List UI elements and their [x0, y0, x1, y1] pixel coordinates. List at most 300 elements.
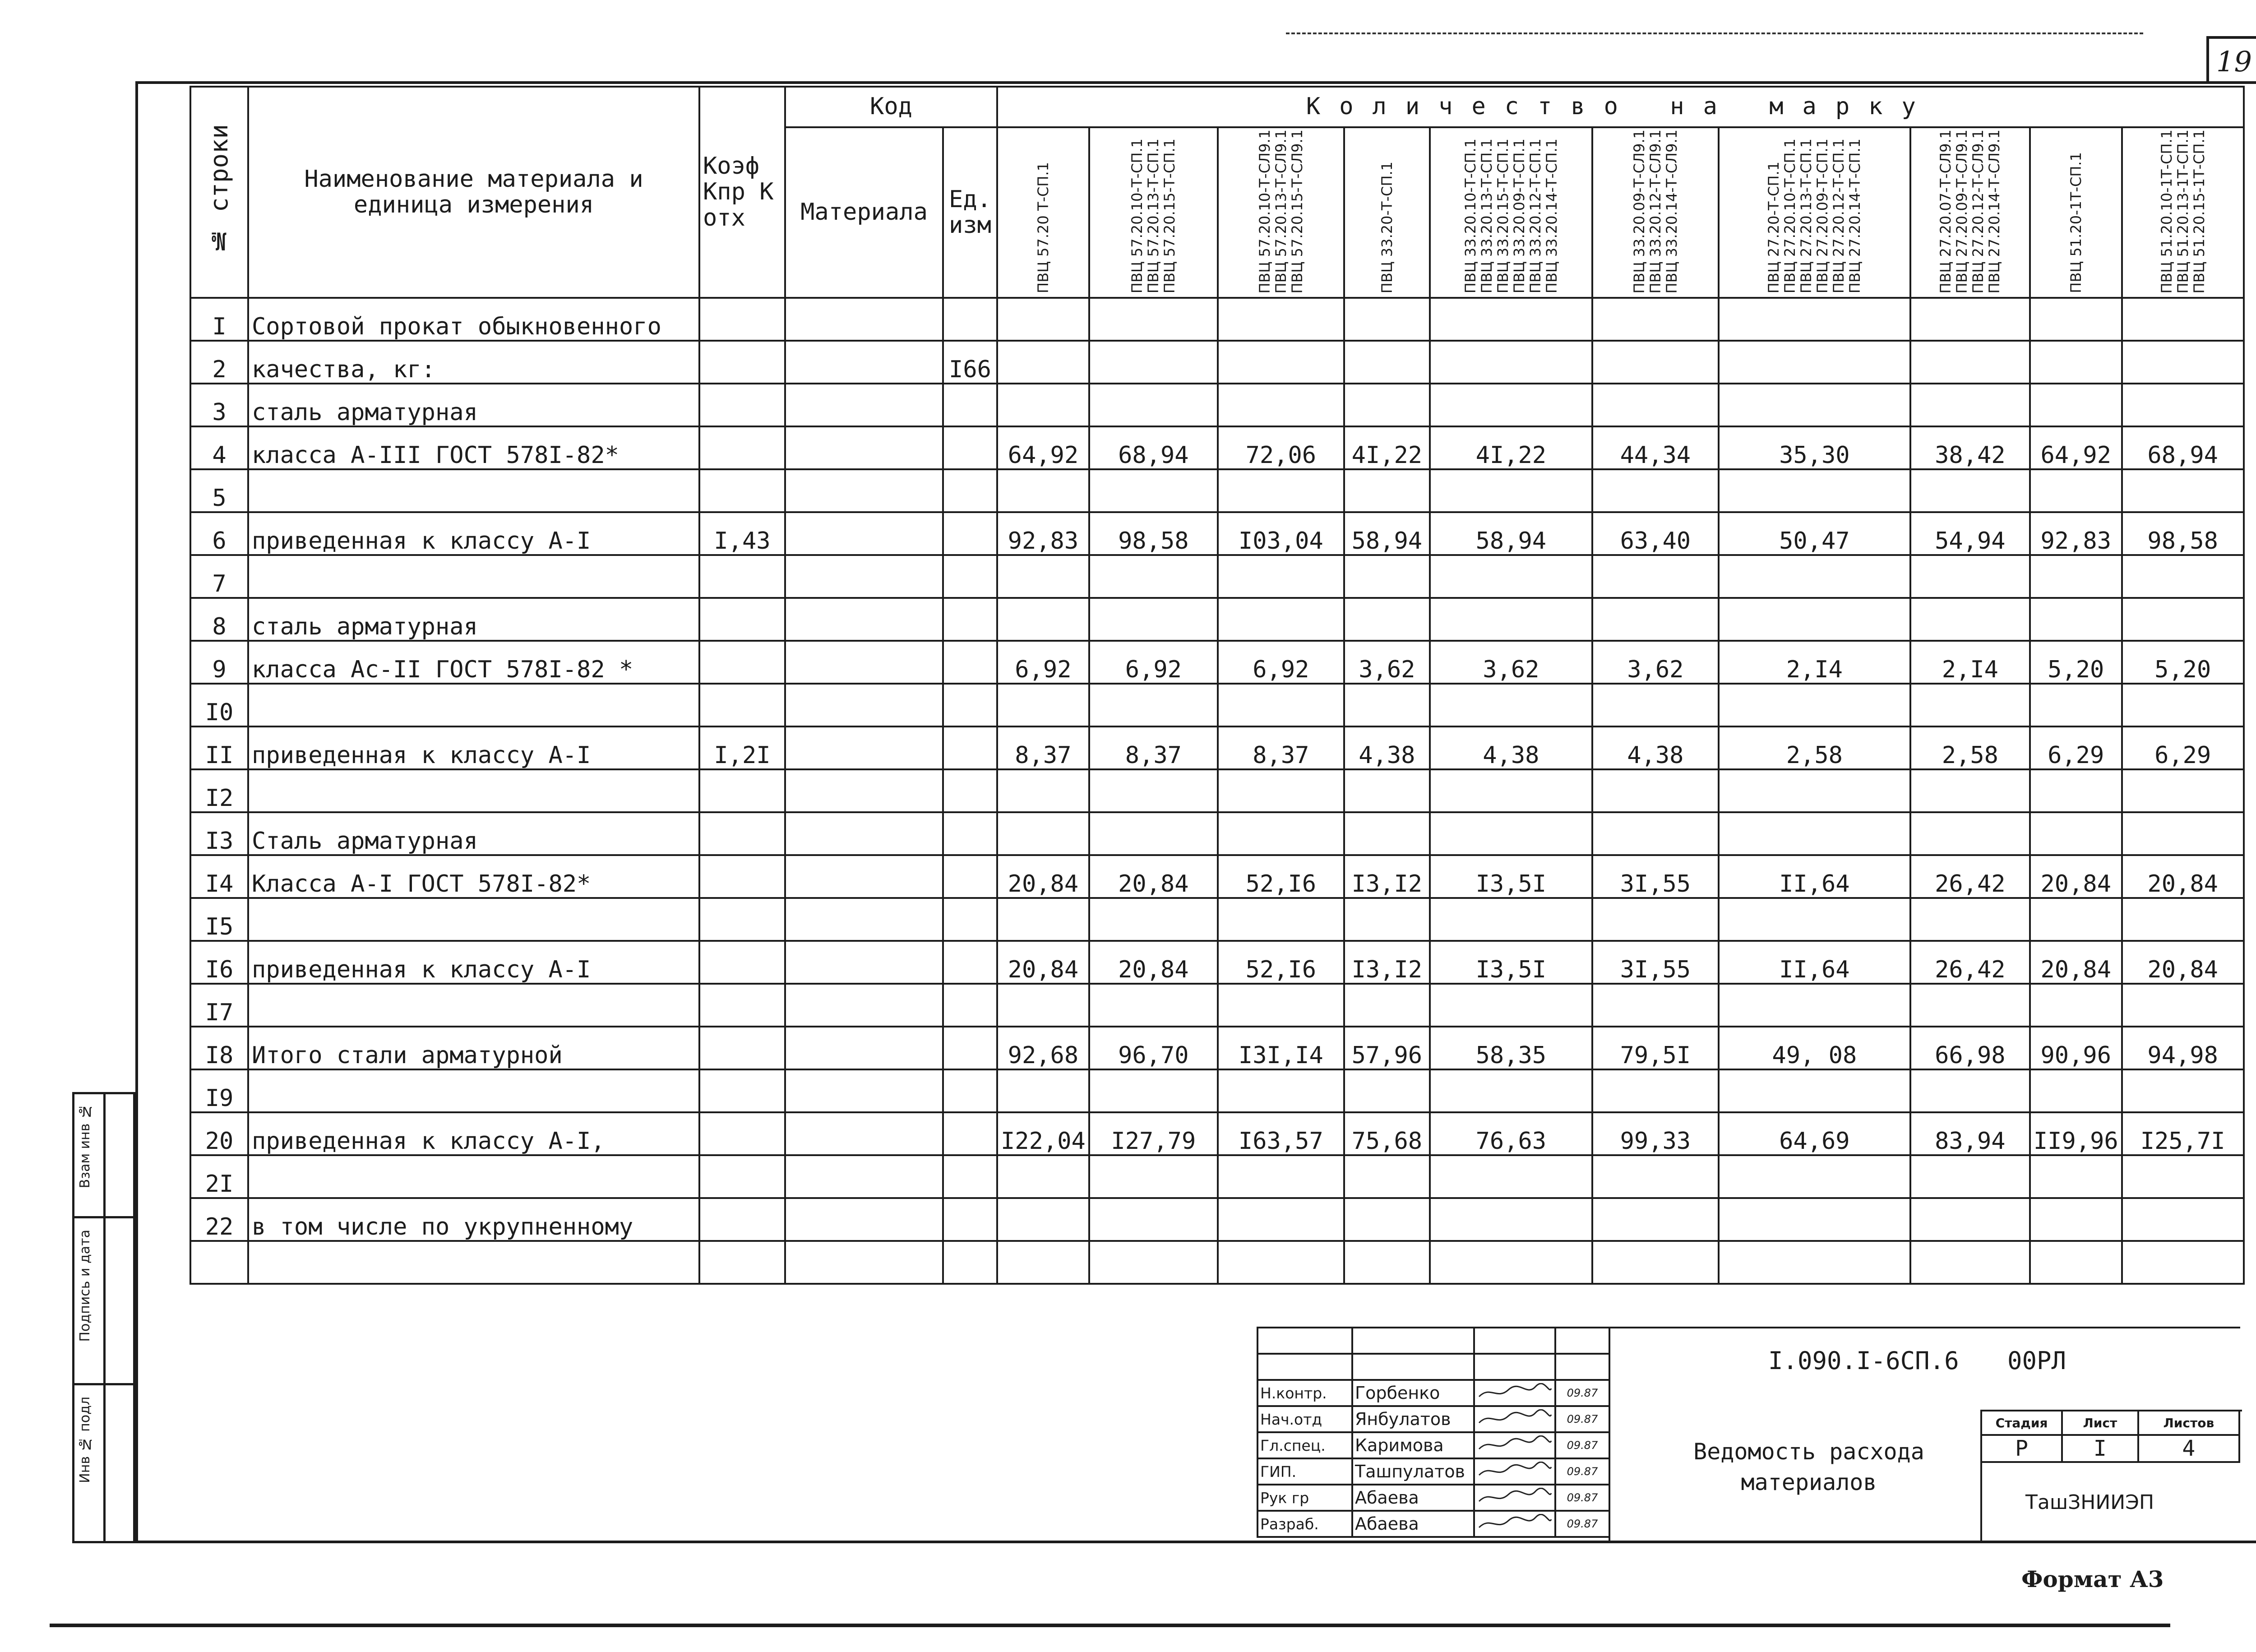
coefficient [699, 1155, 785, 1198]
signature-row [1257, 1380, 1609, 1406]
quantity-value: 2,58 [1910, 727, 2030, 769]
quantity-value [1592, 1198, 1719, 1241]
material-code [785, 426, 943, 469]
quantity-value [1089, 769, 1218, 812]
quantity-value [1910, 1198, 2030, 1241]
mark-header-7 [1910, 127, 2030, 298]
table-row [190, 1241, 2244, 1284]
material-code [785, 941, 943, 984]
quantity-value: 66,98 [1910, 1027, 2030, 1069]
quantity-value [1592, 555, 1719, 598]
quantity-value: II,64 [1719, 855, 1910, 898]
sheets-label: Листов [2138, 1411, 2239, 1435]
row-number: 3 [190, 384, 248, 426]
unit-code [943, 298, 997, 341]
unit-code [943, 598, 997, 641]
quantity-value: 58,94 [1430, 512, 1592, 555]
quantity-value [997, 1241, 1089, 1284]
material-code [785, 1241, 943, 1284]
quantity-value [1089, 684, 1218, 727]
quantity-value [1719, 469, 1910, 512]
quantity-value [1910, 1069, 2030, 1112]
quantity-value [2030, 1069, 2122, 1112]
mark-header-6 [1719, 127, 1910, 298]
quantity-value [1218, 684, 1344, 727]
mark-label: ПВЦ 27.20.12-Т-СЛ9.1 [1969, 129, 1987, 293]
table-row [190, 598, 2244, 641]
quantity-value [1344, 1155, 1430, 1198]
quantity-value: 3,62 [1344, 641, 1430, 684]
quantity-value: I3,5I [1430, 941, 1592, 984]
quantity-value [1430, 555, 1592, 598]
quantity-value [1719, 1241, 1910, 1284]
quantity-value: 64,69 [1719, 1112, 1910, 1155]
quantity-value [1910, 469, 2030, 512]
unit-code [943, 555, 997, 598]
mark-label: ПВЦ 33.20.09-Т-СП.1 [1510, 138, 1528, 293]
row-number: 4 [190, 426, 248, 469]
quantity-value [2122, 1198, 2244, 1241]
material-name [248, 898, 699, 941]
quantity-value [1430, 1069, 1592, 1112]
unit-code: I66 [943, 341, 997, 384]
unit-code [943, 984, 997, 1027]
quantity-value [1344, 769, 1430, 812]
row-number: I0 [190, 684, 248, 727]
quantity-value [1344, 555, 1430, 598]
quantity-value [2030, 384, 2122, 426]
quantity-value: 5,20 [2030, 641, 2122, 684]
quantity-value [1592, 1069, 1719, 1112]
material-name: Сталь арматурная [248, 812, 699, 855]
signature-date: 09.87 [1555, 1511, 1609, 1537]
mark-header-8 [2030, 127, 2122, 298]
quantity-value: 4,38 [1344, 727, 1430, 769]
row-number: 6 [190, 512, 248, 555]
quantity-value [1719, 1155, 1910, 1198]
quantity-value [1089, 341, 1218, 384]
unit-code [943, 1198, 997, 1241]
quantity-value: 68,94 [1089, 426, 1218, 469]
quantity-value: 76,63 [1430, 1112, 1592, 1155]
table-row [190, 298, 2244, 341]
quantity-value [1910, 1241, 2030, 1284]
material-code [785, 855, 943, 898]
material-code [785, 384, 943, 426]
quantity-value [1430, 984, 1592, 1027]
quantity-value [997, 1198, 1089, 1241]
quantity-value [1344, 984, 1430, 1027]
header-code: Код [785, 87, 997, 127]
quantity-value [1719, 341, 1910, 384]
quantity-value [1430, 1155, 1592, 1198]
mark-label: ПВЦ 51.20.10-1Т-СП.1 [2158, 129, 2175, 293]
material-code [785, 684, 943, 727]
mark-label: ПВЦ 27.20.13-Т-СП.1 [1798, 138, 1815, 293]
quantity-value [1218, 298, 1344, 341]
quantity-value: 92,83 [2030, 512, 2122, 555]
unit-code [943, 812, 997, 855]
row-number: I5 [190, 898, 248, 941]
mark-label: ПВЦ 57.20.10-Т-СЛ9.1 [1256, 129, 1273, 293]
header-material: Материала [785, 127, 943, 298]
row-number: I8 [190, 1027, 248, 1069]
table-row [190, 512, 2244, 555]
table-row [190, 684, 2244, 727]
quantity-value [1344, 384, 1430, 426]
material-name: приведенная к классу А-I [248, 941, 699, 984]
sheet-label: Лист [2062, 1411, 2138, 1435]
quantity-value: 4I,22 [1430, 426, 1592, 469]
quantity-value [1218, 1155, 1344, 1198]
quantity-value [1719, 684, 1910, 727]
quantity-value: 20,84 [2030, 855, 2122, 898]
row-number: I [190, 298, 248, 341]
quantity-value: 44,34 [1592, 426, 1719, 469]
mark-label: ПВЦ 57.20.15-Т-СП.1 [1161, 138, 1179, 293]
unit-code [943, 684, 997, 727]
signature-role: Гл.спец. [1257, 1432, 1352, 1458]
quantity-value [1344, 1069, 1430, 1112]
quantity-value [1218, 812, 1344, 855]
material-code [785, 1155, 943, 1198]
material-name [248, 469, 699, 512]
mark-label: ПВЦ 57.20.15-Т-СЛ9.1 [1288, 129, 1306, 293]
quantity-value: 64,92 [2030, 426, 2122, 469]
quantity-value [1910, 384, 2030, 426]
quantity-value: 3I,55 [1592, 855, 1719, 898]
quantity-value [1719, 598, 1910, 641]
side-label-replace-inv: Взам инв № [77, 1103, 93, 1189]
signature-row [1257, 1458, 1609, 1485]
quantity-value [1089, 1198, 1218, 1241]
coefficient [699, 984, 785, 1027]
material-name: класса А-III ГОСТ 578I-82* [248, 426, 699, 469]
quantity-value [1592, 341, 1719, 384]
quantity-value [1344, 341, 1430, 384]
quantity-value [1344, 812, 1430, 855]
quantity-value [1910, 598, 2030, 641]
row-number: I7 [190, 984, 248, 1027]
mark-label: ПВЦ 57.20 Т-СП.1 [1034, 162, 1052, 293]
mark-header-4 [1430, 127, 1592, 298]
top-dashed-line [1286, 32, 2143, 34]
material-code [785, 512, 943, 555]
signature-row [1257, 1511, 1609, 1537]
format-label: Формат А3 [2021, 1566, 2164, 1592]
quantity-value [997, 984, 1089, 1027]
table-row [190, 1198, 2244, 1241]
quantity-value [1910, 555, 2030, 598]
quantity-value [1430, 1198, 1592, 1241]
page-number: 19 [2216, 45, 2252, 78]
title-block [1257, 1327, 2240, 1543]
quantity-value [997, 1069, 1089, 1112]
table-row [190, 1069, 2244, 1112]
quantity-value [997, 384, 1089, 426]
table-row [190, 1112, 2244, 1155]
signature-date: 09.87 [1555, 1485, 1609, 1511]
signature-scribble [1474, 1458, 1555, 1485]
quantity-value [1344, 898, 1430, 941]
quantity-value [2030, 898, 2122, 941]
material-name: класса Ас-II ГОСТ 578I-82 * [248, 641, 699, 684]
header-name: Наименование материала и единица измерения [248, 87, 699, 298]
mark-label: ПВЦ 27.20-Т-СП.1 [1765, 161, 1783, 293]
quantity-value: 50,47 [1719, 512, 1910, 555]
coefficient [699, 1112, 785, 1155]
material-name [248, 769, 699, 812]
coefficient [699, 1027, 785, 1069]
quantity-value: 20,84 [997, 855, 1089, 898]
row-number: 2I [190, 1155, 248, 1198]
row-number: I4 [190, 855, 248, 898]
quantity-value: 96,70 [1089, 1027, 1218, 1069]
mark-header-0 [997, 127, 1089, 298]
unit-code [943, 1155, 997, 1198]
quantity-value [1910, 684, 2030, 727]
material-code [785, 727, 943, 769]
quantity-value: 20,84 [1089, 855, 1218, 898]
quantity-value [2122, 298, 2244, 341]
quantity-value [2030, 1155, 2122, 1198]
signature-date: 09.87 [1555, 1380, 1609, 1406]
quantity-value: 2,58 [1719, 727, 1910, 769]
quantity-value: 3,62 [1592, 641, 1719, 684]
quantity-value: 94,98 [2122, 1027, 2244, 1069]
signature-row [1257, 1485, 1609, 1511]
quantity-value [1719, 898, 1910, 941]
material-code [785, 898, 943, 941]
quantity-value [1218, 469, 1344, 512]
row-number: 7 [190, 555, 248, 598]
material-code [785, 984, 943, 1027]
row-number: 5 [190, 469, 248, 512]
quantity-value [1592, 984, 1719, 1027]
quantity-value [1218, 1241, 1344, 1284]
signature-scribble [1474, 1432, 1555, 1458]
mark-label: ПВЦ 57.20.13-Т-СП.1 [1145, 138, 1162, 293]
quantity-value: 4,38 [1592, 727, 1719, 769]
quantity-value: 6,29 [2122, 727, 2244, 769]
quantity-value [1719, 384, 1910, 426]
side-label-sign-date: Подпись и дата [77, 1230, 93, 1342]
quantity-value [1910, 769, 2030, 812]
mark-label: ПВЦ 27.20.14-Т-СЛ9.1 [1986, 129, 2003, 293]
signature-name: Ташпулатов [1352, 1458, 1474, 1485]
quantity-value [1218, 384, 1344, 426]
coefficient [699, 469, 785, 512]
quantity-value [1592, 812, 1719, 855]
quantity-value [1719, 1069, 1910, 1112]
material-code [785, 469, 943, 512]
table-row [190, 426, 2244, 469]
quantity-value [1910, 341, 2030, 384]
material-code [785, 812, 943, 855]
quantity-value [1430, 898, 1592, 941]
mark-label: ПВЦ 57.20.13-Т-СЛ9.1 [1272, 129, 1290, 293]
quantity-value: I63,57 [1218, 1112, 1344, 1155]
unit-code [943, 898, 997, 941]
header-qty: Количество на марку [997, 87, 2244, 127]
quantity-value: I03,04 [1218, 512, 1344, 555]
mark-header-1 [1089, 127, 1218, 298]
coefficient [699, 641, 785, 684]
quantity-value [2030, 684, 2122, 727]
signature-date: 09.87 [1555, 1406, 1609, 1432]
side-label-inv-no: Инв № подл [77, 1397, 93, 1483]
table-row [190, 555, 2244, 598]
sheet-value: I [2062, 1435, 2138, 1462]
material-code [785, 341, 943, 384]
quantity-value [2030, 598, 2122, 641]
quantity-value: I3I,I4 [1218, 1027, 1344, 1069]
quantity-value: 20,84 [2030, 941, 2122, 984]
table-row [190, 341, 2244, 384]
bottom-rule [50, 1624, 2170, 1627]
quantity-value: 38,42 [1910, 426, 2030, 469]
row-number: I9 [190, 1069, 248, 1112]
mark-label: ПВЦ 51.20.15-1Т-СП.1 [2190, 129, 2208, 293]
mark-label: ПВЦ 33.20.14-Т-СП.1 [1543, 138, 1560, 293]
coefficient [699, 1069, 785, 1112]
quantity-value [1719, 812, 1910, 855]
mark-label: ПВЦ 57.20.10-Т-СП.1 [1128, 138, 1146, 293]
quantity-value: 63,40 [1592, 512, 1719, 555]
quantity-value [1430, 298, 1592, 341]
coefficient [699, 298, 785, 341]
quantity-value [2030, 469, 2122, 512]
quantity-value [997, 341, 1089, 384]
quantity-value [2122, 384, 2244, 426]
quantity-value [2030, 298, 2122, 341]
signature-name: Каримова [1352, 1432, 1474, 1458]
quantity-value [1592, 1155, 1719, 1198]
unit-code [943, 727, 997, 769]
signature-name: Горбенко [1352, 1380, 1474, 1406]
stage-value: Р [1981, 1435, 2062, 1462]
quantity-value: I22,04 [997, 1112, 1089, 1155]
material-name [248, 984, 699, 1027]
quantity-value: 98,58 [2122, 512, 2244, 555]
quantity-value: 26,42 [1910, 855, 2030, 898]
quantity-value: 6,92 [1218, 641, 1344, 684]
mark-header-3 [1344, 127, 1430, 298]
quantity-value: 79,5I [1592, 1027, 1719, 1069]
header-unit: Ед. изм [943, 127, 997, 298]
quantity-value: 8,37 [1089, 727, 1218, 769]
signature-name: Абаева [1352, 1485, 1474, 1511]
quantity-value [1089, 1241, 1218, 1284]
material-name [248, 1155, 699, 1198]
quantity-value [2122, 812, 2244, 855]
material-code [785, 1112, 943, 1155]
quantity-value: 52,I6 [1218, 855, 1344, 898]
mark-header-9 [2122, 127, 2244, 298]
row-number: 22 [190, 1198, 248, 1241]
mark-label: ПВЦ 27.20.10-Т-СП.1 [1781, 138, 1799, 293]
material-code [785, 598, 943, 641]
coefficient [699, 684, 785, 727]
unit-code [943, 769, 997, 812]
material-name: приведенная к классу А-I [248, 512, 699, 555]
table-row [190, 641, 2244, 684]
quantity-value [1089, 555, 1218, 598]
material-name: Сортовой прокат обыкновенного [248, 298, 699, 341]
quantity-value: 20,84 [1089, 941, 1218, 984]
quantity-value [1218, 1069, 1344, 1112]
unit-code [943, 641, 997, 684]
table-row [190, 898, 2244, 941]
quantity-value [2030, 1198, 2122, 1241]
quantity-value [1719, 769, 1910, 812]
quantity-value: 2,I4 [1719, 641, 1910, 684]
unit-code [943, 1112, 997, 1155]
mark-label: ПВЦ 33.20.13-Т-СП.1 [1478, 138, 1495, 293]
coefficient [699, 598, 785, 641]
unit-code [943, 384, 997, 426]
table-row [190, 769, 2244, 812]
quantity-value [2122, 469, 2244, 512]
table-row [190, 469, 2244, 512]
mark-header-2 [1218, 127, 1344, 298]
quantity-value: 8,37 [997, 727, 1089, 769]
signature-scribble [1474, 1380, 1555, 1406]
quantity-value: 3I,55 [1592, 941, 1719, 984]
quantity-value [1430, 341, 1592, 384]
quantity-value: 58,94 [1344, 512, 1430, 555]
quantity-value [1218, 769, 1344, 812]
signature-scribble [1474, 1485, 1555, 1511]
quantity-value: 6,92 [997, 641, 1089, 684]
quantity-value [997, 684, 1089, 727]
material-code [785, 1198, 943, 1241]
quantity-value: I25,7I [2122, 1112, 2244, 1155]
material-name: сталь арматурная [248, 598, 699, 641]
table-row [190, 727, 2244, 769]
coefficient [699, 426, 785, 469]
material-code [785, 555, 943, 598]
unit-code [943, 941, 997, 984]
organization: ТашЗНИИЭП [2025, 1491, 2154, 1514]
coefficient [699, 341, 785, 384]
quantity-value [997, 598, 1089, 641]
quantity-value [1430, 1241, 1592, 1284]
quantity-value [1592, 384, 1719, 426]
material-name: приведенная к классу А-I, [248, 1112, 699, 1155]
quantity-value [1910, 812, 2030, 855]
quantity-value: 99,33 [1592, 1112, 1719, 1155]
coefficient: I,43 [699, 512, 785, 555]
material-code [785, 769, 943, 812]
quantity-value [1430, 598, 1592, 641]
mark-header-5 [1592, 127, 1719, 298]
signature-table [1257, 1327, 1610, 1538]
quantity-value [1344, 469, 1430, 512]
unit-code [943, 855, 997, 898]
table-row [190, 812, 2244, 855]
unit-code [943, 1069, 997, 1112]
unit-code [943, 512, 997, 555]
signature-row [1257, 1406, 1609, 1432]
sheets-value: 4 [2138, 1435, 2239, 1462]
coefficient [699, 1241, 785, 1284]
signature-scribble [1474, 1406, 1555, 1432]
coefficient [699, 1198, 785, 1241]
mark-label: ПВЦ 33.20.12-Т-СП.1 [1526, 138, 1544, 293]
mark-label: ПВЦ 33.20.10-Т-СП.1 [1461, 138, 1479, 293]
mark-label: ПВЦ 33.20.12-Т-СЛ9.1 [1646, 129, 1664, 293]
